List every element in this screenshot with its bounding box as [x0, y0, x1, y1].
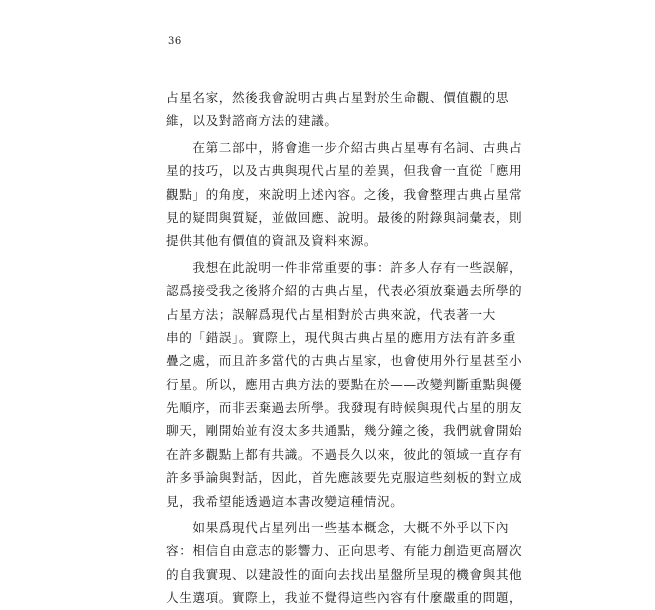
- text-line: 我想在此說明一件非常重要的事：許多人存有一些誤解，: [166, 259, 523, 275]
- text-line: 觀點」的角度，來說明上述內容。之後，我會整理古典占星常: [166, 186, 523, 202]
- text-line: 許多爭論與對話，因此，首先應該要先克服這些刻板的對立成: [166, 470, 523, 486]
- text-line: 串的「錯誤」。實際上，現代與古典占星的應用方法有許多重: [166, 329, 516, 345]
- text-line: 容：相信自由意志的影響力、正向思考、有能力創造更高層次: [166, 543, 523, 559]
- paragraph-4: [166, 516, 523, 610]
- paragraph-1: [166, 86, 510, 133]
- text-line: 人生選項。實際上，我並不覺得這些內容有什麼嚴重的問題，: [166, 590, 523, 606]
- text-line: 認爲接受我之後將介紹的古典占星，代表必須放棄過去所學的: [166, 283, 523, 299]
- text-line: 聊天，剛開始並有沒太多共通點，幾分鐘之後，我們就會開始: [166, 423, 523, 439]
- text-line: 如果爲現代占星列出一些基本概念，大概不外乎以下內: [166, 520, 510, 536]
- body-text: [166, 86, 523, 610]
- text-line: 見，我希望能透過這本書改變這種情況。: [166, 493, 404, 509]
- text-line: 在第二部中，將會進一步介紹古典占星專有名詞、古典占: [166, 139, 523, 155]
- paragraph-3: [166, 256, 523, 513]
- text-line: 維，以及對諮商方法的建議。: [166, 113, 338, 129]
- text-line: 星的技巧，以及古典與現代占星的差異，但我會一直從「應用: [166, 163, 523, 179]
- paragraph-2: [166, 136, 523, 253]
- text-line: 見的疑問與質疑，並做回應、說明。最後的附錄與詞彙表，則: [166, 209, 523, 225]
- page-number: 36: [168, 36, 182, 47]
- text-line: 占星名家，然後我會說明古典占星對於生命觀、價值觀的思: [166, 90, 510, 105]
- text-line: 在許多觀點上都有共識。不過長久以來，彼此的領域一直存有: [166, 446, 523, 462]
- text-line: 先順序，而非丟棄過去所學。我發現有時候與現代占星的朋友: [166, 400, 523, 416]
- text-line: 的自我實現、以建設性的面向去找出星盤所呈現的機會與其他: [166, 566, 523, 582]
- text-line: 占星方法；誤解爲現代占星相對於古典來說，代表著一大: [166, 306, 496, 322]
- text-line: 提供其他有價值的資訊及資料來源。: [166, 233, 378, 249]
- text-line: 疊之處，而且許多當代的古典占星家，也會使用外行星甚至小: [166, 353, 523, 369]
- text-line: 行星。所以，應用古典方法的要點在於——改變判斷重點與優: [166, 376, 523, 392]
